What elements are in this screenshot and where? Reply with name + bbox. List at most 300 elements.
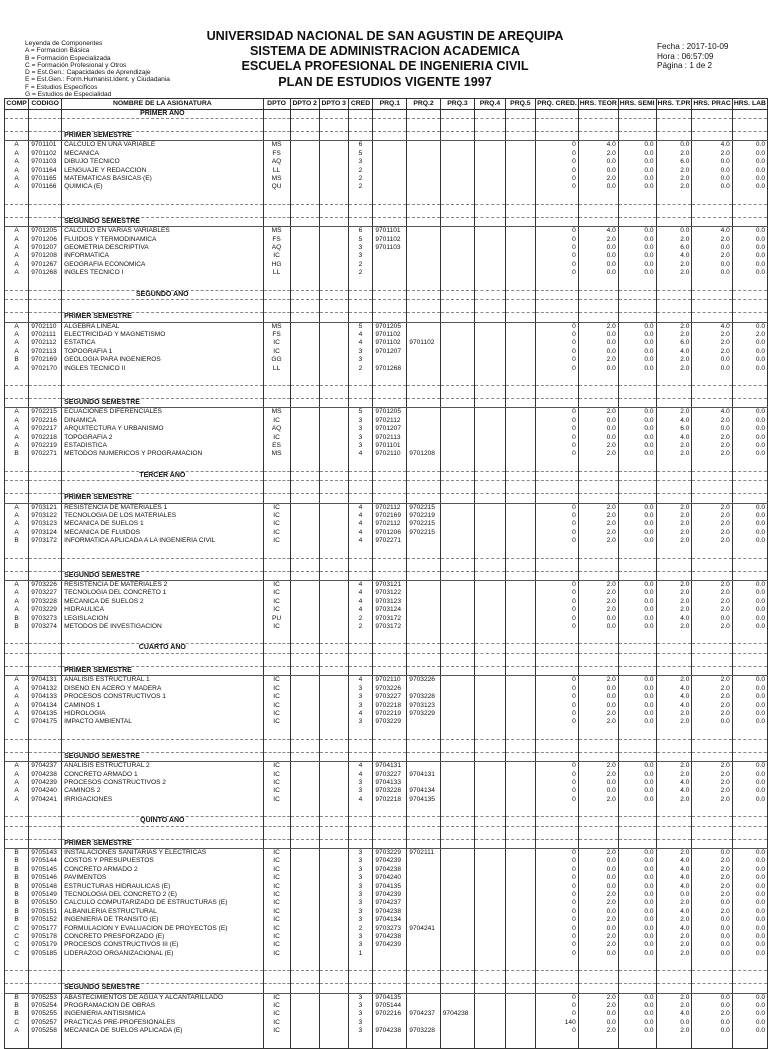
- table-row: [5, 244, 768, 252]
- table-cell: 2.0: [656, 408, 692, 417]
- table-cell: [319, 529, 348, 537]
- table-cell: [319, 925, 348, 933]
- table-row: [5, 450, 768, 458]
- table-cell: [475, 883, 505, 891]
- table-cell: DINAMICA: [62, 417, 263, 425]
- year-heading-label: TERCER AÑO: [62, 471, 263, 480]
- table-cell: [505, 183, 535, 191]
- table-cell: 0: [536, 771, 579, 779]
- table-cell: [440, 417, 474, 425]
- table-cell: 2.0: [692, 710, 732, 718]
- table-cell: 2.0: [692, 450, 732, 458]
- table-cell: 2.0: [578, 710, 618, 718]
- table-cell: 2.0: [656, 322, 692, 331]
- table-cell: 2.0: [656, 581, 692, 590]
- table-cell: 0: [536, 227, 579, 236]
- table-cell: IC: [263, 1019, 290, 1027]
- table-cell: 4.0: [656, 925, 692, 933]
- table-cell: 0.0: [578, 866, 618, 874]
- table-cell: 4: [348, 581, 373, 590]
- table-cell: 0: [536, 925, 579, 933]
- year-heading: [5, 817, 768, 826]
- semester-heading-label: SEGUNDO SEMESTRE: [62, 217, 263, 226]
- table-cell: PU: [263, 615, 290, 623]
- table-cell: GEOGRAFIA ECONOMICA: [62, 261, 263, 269]
- table-cell: 9701205: [29, 227, 62, 236]
- table-cell: A: [5, 183, 29, 191]
- table-cell: [505, 908, 535, 916]
- table-cell: 9701267: [29, 261, 62, 269]
- table-cell: [290, 503, 319, 512]
- table-cell: [373, 158, 407, 166]
- table-cell: 9703227: [29, 589, 62, 597]
- table-cell: 4.0: [692, 141, 732, 150]
- table-cell: 0.0: [578, 167, 618, 175]
- table-cell: MS: [263, 450, 290, 458]
- table-row: [5, 175, 768, 183]
- table-cell: [505, 322, 535, 331]
- table-cell: 0: [536, 848, 579, 857]
- table-cell: [319, 623, 348, 631]
- table-cell: 0: [536, 512, 579, 520]
- table-cell: 9702169: [29, 356, 62, 364]
- table-cell: 2.0: [656, 442, 692, 450]
- table-cell: 0.0: [732, 236, 767, 244]
- table-cell: B: [5, 623, 29, 631]
- table-cell: 9705152: [29, 916, 62, 924]
- table-cell: 0.0: [692, 269, 732, 277]
- table-cell: 0: [536, 718, 579, 726]
- table-cell: 0.0: [692, 899, 732, 907]
- table-cell: 0.0: [578, 417, 618, 425]
- table-cell: [440, 598, 474, 606]
- table-cell: 0.0: [732, 244, 767, 252]
- table-cell: 0.0: [692, 933, 732, 941]
- table-cell: [319, 175, 348, 183]
- table-cell: A: [5, 269, 29, 277]
- table-cell: 9703122: [29, 512, 62, 520]
- table-cell: 2.0: [578, 891, 618, 899]
- table-cell: HIDRAULICA: [62, 606, 263, 614]
- column-header: HRS. PRAC: [692, 99, 732, 110]
- table-cell: 0: [536, 908, 579, 916]
- table-cell: [505, 623, 535, 631]
- table-cell: 3: [348, 941, 373, 949]
- table-cell: A: [5, 710, 29, 718]
- table-cell: [407, 167, 440, 175]
- table-cell: [475, 1002, 505, 1010]
- table-cell: 3: [348, 1019, 373, 1027]
- table-cell: [407, 866, 440, 874]
- table-cell: FORMULACION Y EVALUACION DE PROYECTOS (E): [62, 925, 263, 933]
- table-cell: METODOS NUMERICOS Y PROGRAMACION: [62, 450, 263, 458]
- table-cell: 2.0: [692, 348, 732, 356]
- table-cell: [440, 261, 474, 269]
- table-cell: 9704135: [373, 883, 407, 891]
- table-cell: [319, 848, 348, 857]
- table-cell: LL: [263, 167, 290, 175]
- table-cell: [290, 950, 319, 958]
- table-cell: IC: [263, 589, 290, 597]
- table-cell: [319, 236, 348, 244]
- table-cell: [407, 261, 440, 269]
- table-cell: 2.0: [692, 908, 732, 916]
- table-cell: [319, 244, 348, 252]
- table-cell: [319, 158, 348, 166]
- table-cell: [440, 269, 474, 277]
- table-cell: 2.0: [692, 866, 732, 874]
- table-cell: B: [5, 866, 29, 874]
- table-cell: [475, 434, 505, 442]
- table-cell: 3: [348, 899, 373, 907]
- spacer-row: [5, 119, 768, 132]
- table-row: [5, 950, 768, 958]
- report-title: [170, 29, 600, 90]
- table-cell: 0.0: [618, 606, 656, 614]
- table-cell: [407, 857, 440, 865]
- table-cell: 0: [536, 450, 579, 458]
- table-cell: 0.0: [692, 916, 732, 924]
- table-cell: [290, 331, 319, 339]
- table-cell: [319, 676, 348, 685]
- table-cell: [290, 408, 319, 417]
- table-cell: 0.0: [618, 771, 656, 779]
- table-cell: [407, 933, 440, 941]
- table-cell: 0.0: [618, 1027, 656, 1035]
- table-cell: 0.0: [732, 442, 767, 450]
- table-cell: A: [5, 1027, 29, 1035]
- table-cell: 2.0: [656, 365, 692, 373]
- table-cell: [319, 693, 348, 701]
- table-cell: 0: [536, 348, 579, 356]
- table-cell: [505, 771, 535, 779]
- table-cell: 9702113: [373, 434, 407, 442]
- table-cell: PROCESOS CONSTRUCTIVOS 1: [62, 693, 263, 701]
- table-cell: 9703274: [29, 623, 62, 631]
- table-cell: [319, 537, 348, 545]
- table-row: [5, 167, 768, 175]
- table-cell: A: [5, 762, 29, 771]
- table-cell: 2.0: [692, 883, 732, 891]
- table-cell: 9704237: [373, 899, 407, 907]
- table-cell: 0.0: [618, 883, 656, 891]
- table-cell: [475, 874, 505, 882]
- table-cell: 2.0: [656, 676, 692, 685]
- table-cell: 0.0: [618, 857, 656, 865]
- table-cell: [505, 348, 535, 356]
- table-cell: 9702215: [29, 408, 62, 417]
- table-cell: 0.0: [618, 598, 656, 606]
- table-cell: 9702112: [373, 503, 407, 512]
- table-cell: 0.0: [618, 269, 656, 277]
- table-cell: 4.0: [656, 857, 692, 865]
- table-cell: [290, 908, 319, 916]
- table-cell: 9704239: [373, 941, 407, 949]
- table-cell: ALBANILERIA ESTRUCTURAL: [62, 908, 263, 916]
- table-cell: MECANICA DE SUELOS APLICADA (E): [62, 1027, 263, 1035]
- table-cell: 9704237: [29, 762, 62, 771]
- table-cell: IC: [263, 537, 290, 545]
- table-cell: 0.0: [578, 883, 618, 891]
- table-row: [5, 356, 768, 364]
- table-cell: 9702112: [373, 417, 407, 425]
- table-cell: [290, 606, 319, 614]
- table-cell: 3: [348, 848, 373, 857]
- table-row: [5, 933, 768, 941]
- table-cell: 0.0: [618, 702, 656, 710]
- table-cell: [319, 167, 348, 175]
- table-cell: [505, 1010, 535, 1018]
- table-cell: 9704239: [29, 779, 62, 787]
- table-cell: [475, 993, 505, 1002]
- table-row: [5, 916, 768, 924]
- table-cell: 6.0: [656, 244, 692, 252]
- table-cell: [475, 581, 505, 590]
- table-cell: 2.0: [656, 175, 692, 183]
- table-cell: [505, 244, 535, 252]
- table-cell: [373, 175, 407, 183]
- table-cell: [505, 899, 535, 907]
- table-cell: [505, 598, 535, 606]
- column-header: PRQ.3: [440, 99, 474, 110]
- table-cell: [319, 322, 348, 331]
- table-row: [5, 891, 768, 899]
- table-cell: [290, 529, 319, 537]
- table-cell: A: [5, 787, 29, 795]
- table-cell: IC: [263, 916, 290, 924]
- table-cell: FS: [263, 150, 290, 158]
- table-cell: [440, 529, 474, 537]
- table-cell: 9703228: [407, 693, 440, 701]
- table-cell: [290, 252, 319, 260]
- table-cell: 0.0: [732, 899, 767, 907]
- table-cell: 9701208: [29, 252, 62, 260]
- table-cell: 9703123: [373, 598, 407, 606]
- table-cell: 2.0: [656, 598, 692, 606]
- table-row: [5, 227, 768, 236]
- table-cell: [407, 365, 440, 373]
- table-cell: 0.0: [732, 537, 767, 545]
- table-cell: 2.0: [692, 787, 732, 795]
- table-cell: 0.0: [618, 537, 656, 545]
- table-cell: [440, 408, 474, 417]
- table-cell: 2.0: [656, 537, 692, 545]
- column-header: HRS. SEMI: [618, 99, 656, 110]
- table-cell: 0.0: [578, 693, 618, 701]
- table-cell: 0.0: [578, 950, 618, 958]
- table-cell: IC: [263, 702, 290, 710]
- table-cell: [475, 158, 505, 166]
- table-cell: [290, 261, 319, 269]
- table-cell: [319, 408, 348, 417]
- table-cell: [475, 183, 505, 191]
- table-cell: [505, 615, 535, 623]
- table-cell: GEOMETRIA DESCRIPTIVA: [62, 244, 263, 252]
- table-cell: 0.0: [618, 762, 656, 771]
- table-cell: 9702219: [373, 710, 407, 718]
- semester-heading-label: SEGUNDO SEMESTRE: [62, 398, 263, 407]
- table-cell: [440, 227, 474, 236]
- table-cell: B: [5, 899, 29, 907]
- table-cell: [440, 141, 474, 150]
- table-cell: 0: [536, 857, 579, 865]
- table-cell: 4.0: [692, 408, 732, 417]
- semester-heading: [5, 571, 768, 580]
- table-row: [5, 598, 768, 606]
- table-cell: 0.0: [656, 141, 692, 150]
- table-cell: [407, 322, 440, 331]
- table-cell: [475, 787, 505, 795]
- table-cell: IC: [263, 787, 290, 795]
- table-row: [5, 150, 768, 158]
- table-cell: [407, 606, 440, 614]
- table-cell: [407, 331, 440, 339]
- table-cell: 0.0: [732, 1010, 767, 1018]
- table-cell: 0.0: [578, 685, 618, 693]
- table-cell: [290, 236, 319, 244]
- table-cell: 9702217: [29, 425, 62, 433]
- semester-heading-label: SEGUNDO SEMESTRE: [62, 571, 263, 580]
- table-cell: [440, 503, 474, 512]
- table-cell: [505, 537, 535, 545]
- table-cell: B: [5, 993, 29, 1002]
- table-cell: 2.0: [732, 331, 767, 339]
- table-cell: IC: [263, 512, 290, 520]
- table-cell: MS: [263, 227, 290, 236]
- table-cell: 0: [536, 606, 579, 614]
- table-cell: 3: [348, 787, 373, 795]
- table-cell: 9704135: [407, 796, 440, 804]
- table-cell: 3: [348, 252, 373, 260]
- table-cell: IC: [263, 417, 290, 425]
- table-cell: [475, 331, 505, 339]
- table-cell: [319, 685, 348, 693]
- table-cell: 0.0: [692, 1019, 732, 1027]
- table-cell: 0.0: [618, 244, 656, 252]
- spacer-row: [5, 192, 768, 205]
- table-cell: 0.0: [618, 993, 656, 1002]
- table-cell: 0.0: [732, 425, 767, 433]
- semester-heading: [5, 839, 768, 848]
- table-cell: [407, 244, 440, 252]
- table-cell: [290, 141, 319, 150]
- table-cell: 2.0: [692, 857, 732, 865]
- table-cell: [505, 589, 535, 597]
- table-cell: 5: [348, 150, 373, 158]
- table-cell: 0.0: [732, 702, 767, 710]
- table-cell: 9705177: [29, 925, 62, 933]
- table-cell: TECNOLOGIA DE LOS MATERIALES: [62, 512, 263, 520]
- table-cell: [475, 417, 505, 425]
- table-row: [5, 1002, 768, 1010]
- table-cell: 3: [348, 1027, 373, 1035]
- table-cell: 2.0: [656, 356, 692, 364]
- table-cell: B: [5, 908, 29, 916]
- table-cell: [505, 1002, 535, 1010]
- table-cell: IC: [263, 857, 290, 865]
- table-cell: [407, 908, 440, 916]
- table-cell: 0.0: [732, 1019, 767, 1027]
- table-cell: GEOLOGIA PARA INGENIEROS: [62, 356, 263, 364]
- table-cell: IC: [263, 520, 290, 528]
- table-cell: [475, 227, 505, 236]
- table-cell: [475, 520, 505, 528]
- table-cell: 2.0: [656, 762, 692, 771]
- table-cell: [475, 425, 505, 433]
- table-cell: IC: [263, 623, 290, 631]
- table-cell: 4.0: [656, 615, 692, 623]
- table-cell: AQ: [263, 244, 290, 252]
- table-cell: MECANICA: [62, 150, 263, 158]
- table-cell: [440, 702, 474, 710]
- table-cell: [290, 874, 319, 882]
- table-row: [5, 158, 768, 166]
- table-cell: 0.0: [732, 796, 767, 804]
- table-cell: 3: [348, 356, 373, 364]
- table-cell: 3: [348, 434, 373, 442]
- table-cell: 0: [536, 796, 579, 804]
- table-cell: [290, 183, 319, 191]
- table-row: [5, 529, 768, 537]
- table-cell: 2.0: [692, 702, 732, 710]
- table-cell: 0.0: [618, 925, 656, 933]
- table-row: [5, 434, 768, 442]
- table-cell: 4.0: [656, 702, 692, 710]
- table-row: [5, 623, 768, 631]
- table-cell: A: [5, 685, 29, 693]
- spacer-row: [5, 204, 768, 217]
- table-cell: 9705144: [373, 1002, 407, 1010]
- table-cell: [407, 408, 440, 417]
- column-header: DPTO: [263, 99, 290, 110]
- table-cell: [440, 874, 474, 882]
- table-cell: [475, 339, 505, 347]
- table-cell: 2.0: [578, 899, 618, 907]
- table-cell: 2.0: [578, 771, 618, 779]
- table-cell: 2.0: [692, 1010, 732, 1018]
- table-cell: 2.0: [656, 520, 692, 528]
- spacer-row: [5, 373, 768, 386]
- table-cell: 2.0: [692, 150, 732, 158]
- table-cell: 0.0: [656, 227, 692, 236]
- table-cell: [290, 348, 319, 356]
- table-cell: METODOS DE INVESTIGACION: [62, 623, 263, 631]
- table-cell: [290, 244, 319, 252]
- table-cell: [290, 537, 319, 545]
- table-cell: 0: [536, 269, 579, 277]
- table-cell: [290, 623, 319, 631]
- table-cell: 2: [348, 925, 373, 933]
- table-cell: 9701102: [407, 339, 440, 347]
- table-cell: [475, 408, 505, 417]
- table-cell: [475, 365, 505, 373]
- table-cell: IC: [263, 710, 290, 718]
- table-cell: [373, 252, 407, 260]
- table-cell: 9702219: [407, 512, 440, 520]
- table-cell: 0.0: [732, 227, 767, 236]
- table-cell: [475, 356, 505, 364]
- table-cell: 9704238: [373, 933, 407, 941]
- table-cell: 9704237: [407, 1010, 440, 1018]
- table-cell: 0: [536, 615, 579, 623]
- table-cell: 0.0: [692, 175, 732, 183]
- table-cell: 4: [348, 710, 373, 718]
- table-cell: [319, 891, 348, 899]
- semester-heading: [5, 217, 768, 226]
- table-cell: [505, 1027, 535, 1035]
- table-cell: AQ: [263, 425, 290, 433]
- table-cell: 0.0: [692, 365, 732, 373]
